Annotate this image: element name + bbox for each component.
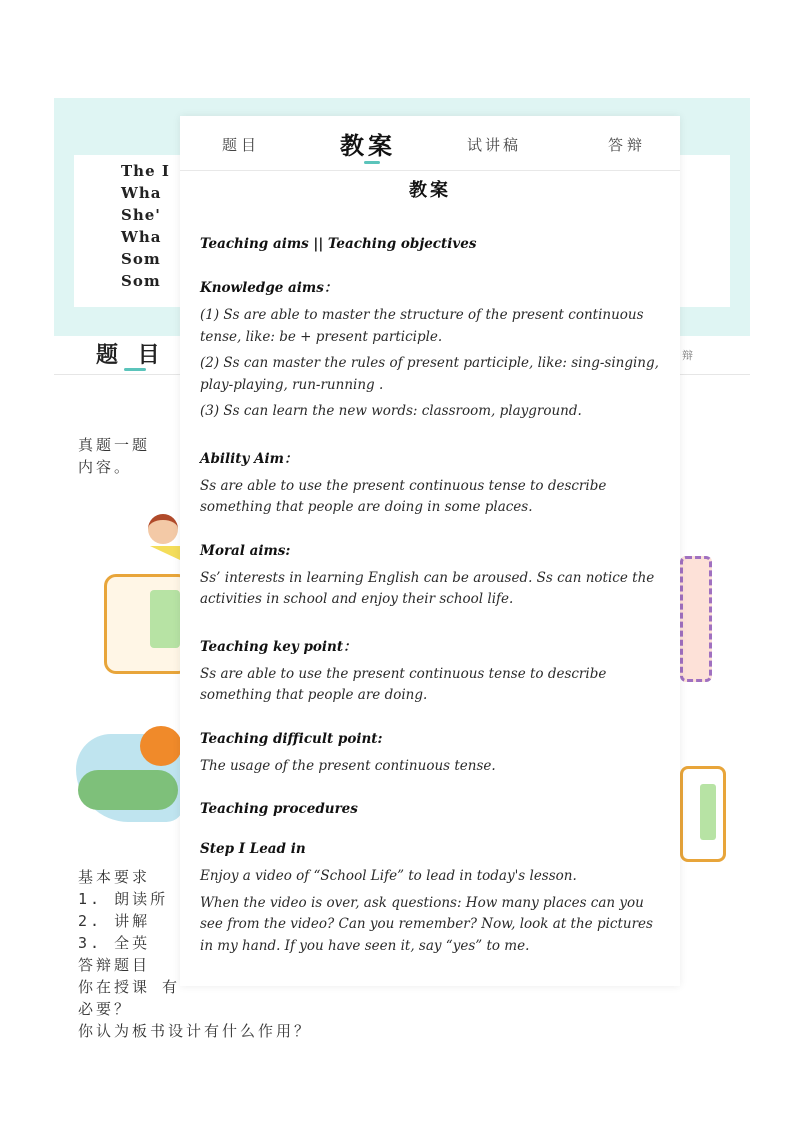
background-tab-defense[interactable]: 辩 — [682, 349, 693, 362]
background-text-line: 内容。 — [78, 458, 133, 476]
section-paragraph: Enjoy a video of “School Life” to lead in today's lesson. — [200, 868, 577, 884]
lesson-plan-card — [180, 116, 680, 986]
background-tab-questions[interactable]: 题 目 — [96, 342, 166, 368]
illustration-child-icon — [140, 726, 182, 766]
section-paragraph: The usage of the present continuous tense. — [200, 757, 496, 774]
background-text-line: 真题一题 — [78, 436, 151, 454]
illustration-character-icon — [680, 556, 712, 682]
tab-defense[interactable]: 答辩 — [608, 136, 647, 154]
section-heading: Teaching procedures — [200, 801, 358, 817]
background-text-line: 你认为板书设计有什么作用？ — [78, 1022, 313, 1040]
background-text-line: 1. 朗读所 — [78, 890, 169, 908]
background-code-line: The I — [121, 162, 170, 180]
background-code-line: Som — [121, 250, 161, 268]
background-code-line: She' — [121, 206, 161, 224]
illustration-grass-icon — [78, 770, 178, 810]
section-heading: Knowledge aims： — [200, 280, 338, 296]
background-code-line: Som — [121, 272, 161, 290]
tab-divider — [180, 170, 680, 171]
background-text-line: 基本要求 — [78, 868, 151, 886]
background-text-line: 2. 讲解 — [78, 912, 151, 930]
section-paragraph: Ss are able to use the present continuous tense to describe something that people are doing in some places. — [200, 477, 607, 515]
illustration-speech-icon — [150, 546, 180, 560]
section-paragraph: (2) Ss can master the rules of present participle, like: sing-singing, play-playing, run-running . — [200, 355, 659, 393]
section-paragraph: Ss are able to use the present continuous tense to describe something that people are doing. — [200, 665, 607, 703]
tab-script[interactable]: 试讲稿 — [467, 136, 522, 154]
page-title: 教案 — [409, 180, 451, 201]
background-text-line: 必要？ — [78, 1000, 133, 1018]
tab-questions[interactable]: 题目 — [222, 136, 261, 154]
section-heading: Ability Aim： — [200, 450, 298, 467]
section-paragraph: (1) Ss are able to master the structure of the present continuous tense, like: be + present participle. — [200, 307, 644, 345]
background-tab-indicator — [124, 368, 146, 371]
illustration-dialog-board — [150, 590, 180, 648]
section-heading: Teaching difficult point: — [200, 730, 383, 747]
background-code-line: Wha — [121, 184, 162, 202]
background-text-line: 答辩题目 — [78, 956, 151, 974]
section-heading: Step I Lead in — [200, 841, 306, 857]
section-paragraph: (3) Ss can learn the new words: classroom, playground. — [200, 403, 582, 419]
section-paragraph: Ss’ interests in learning English can be aroused. Ss can notice the activities in school and enjoy their school life. — [200, 569, 655, 607]
background-code-line: Wha — [121, 228, 162, 246]
background-text-line: 你在授课 有 — [78, 978, 181, 996]
section-paragraph: When the video is over, ask questions: How many places can you see from the video? Can you remember? Now, look at the pictures in my hand. If you have seen it, say “yes” to me. — [200, 894, 653, 954]
lesson-plan-content — [200, 236, 662, 957]
section-heading: Moral aims: — [200, 542, 291, 559]
illustration-board-inner — [700, 784, 716, 840]
active-tab-indicator — [364, 161, 380, 164]
illustration-teacher-icon — [148, 514, 178, 544]
background-text-line: 3. 全英 — [78, 934, 151, 952]
section-heading: Teaching aims || Teaching objectives — [200, 236, 477, 252]
section-heading: Teaching key point： — [200, 638, 357, 655]
tab-lesson-plan[interactable]: 教案 — [340, 131, 396, 160]
